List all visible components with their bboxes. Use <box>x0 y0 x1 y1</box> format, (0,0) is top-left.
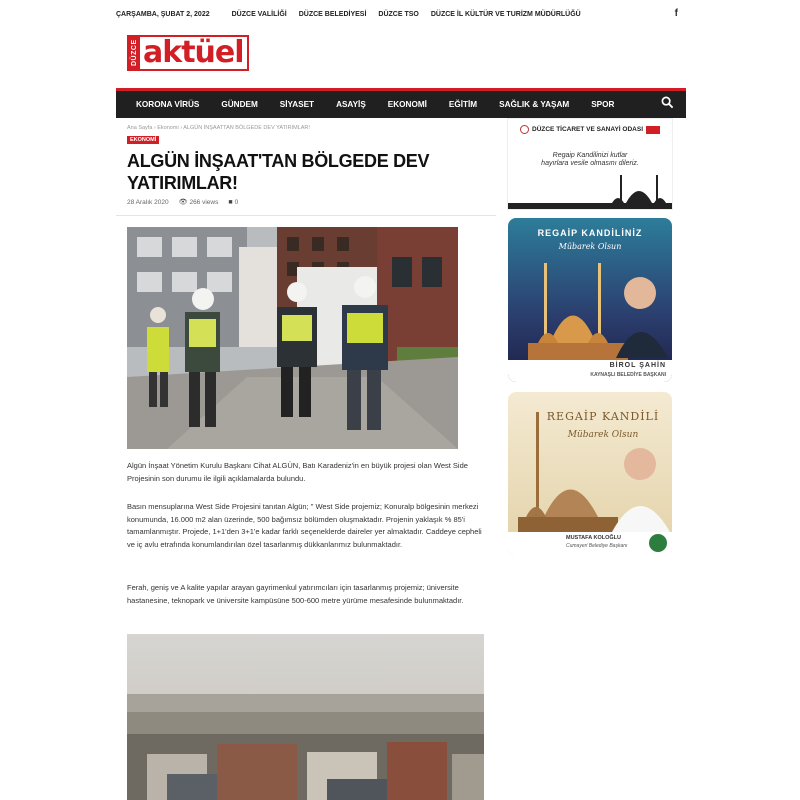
header-divider <box>116 215 496 216</box>
nav-item-spor[interactable]: SPOR <box>591 100 615 109</box>
nav-item-asayis[interactable]: ASAYİŞ <box>336 100 366 109</box>
ad2-subtitle: Mübarek Olsun <box>558 242 622 251</box>
workers-photo-image <box>127 227 458 449</box>
ad3-role: Cumayeri Belediye Başkanı <box>566 543 628 549</box>
top-link-tso[interactable]: DÜZCE TSO <box>378 10 419 18</box>
nav-item-saglik[interactable]: SAĞLIK & YAŞAM <box>499 100 570 109</box>
ad-duzce-tso[interactable] <box>507 118 673 210</box>
search-icon[interactable] <box>661 96 674 109</box>
ad2-role: KAYNAŞLI BELEDİYE BAŞKANI <box>590 372 666 378</box>
nav-item-ekonomi[interactable]: EKONOMİ <box>387 100 427 109</box>
article-date: 28 Aralık 2020 <box>127 198 169 206</box>
views-count <box>179 198 219 206</box>
article-title: ALGÜN İNŞAAT'TAN BÖLGEDE DEV YATIRIMLAR! <box>127 151 430 193</box>
nav-bar <box>116 91 686 118</box>
ad2-title: REGAİP KANDİLİNİZ <box>537 228 643 238</box>
nav-item-korona[interactable]: KORONA VİRÜS <box>136 100 200 109</box>
ad-tso-header-text: DÜZCE TİCARET VE SANAYİ ODASI <box>532 126 643 133</box>
ad3-subtitle: Mübarek Olsun <box>567 430 639 440</box>
ad-tso-line-1: Regaip Kandilinizi kutlar <box>552 152 628 159</box>
nav-item-siyaset[interactable]: SİYASET <box>279 100 315 109</box>
current-date: ÇARŞAMBA, ŞUBAT 2, 2022 <box>116 10 210 18</box>
comments-count[interactable] <box>228 199 238 206</box>
article-paragraph-2: Basın mensuplarına West Side Projesini tanıtan Algün; " West Side projemiz; Konuralp bölgesinin merkezi konumunda, 16.000 m2 alan üzerinde, 500 bağımsız bölümden oluşmaktadır. Projenin yaklaşık % 85'i tamamlanmıştır. Projede, 1+1'den 3+1'e kadar farklı seçeneklerde daireler yer almaktadır. Caddeye cepheli ve iç avlu etrafında konumlandırılan özel tasarlanmış dükkanlarımız bulunmaktadır. <box>127 502 482 549</box>
comment-icon: ■ <box>228 198 233 206</box>
ad-tso-line-2: hayırlara vesile olmasını dileriz. <box>541 160 639 167</box>
article-meta <box>127 198 238 206</box>
top-links <box>232 11 581 18</box>
breadcrumb[interactable]: Ana Sayfa › Ekonomi › ALGÜN İNŞAATTAN BÖLGEDE DEV YATIRIMLAR! <box>127 125 310 131</box>
article-paragraph-3: Ferah, geniş ve A kalite yapılar arayan gayrimenkul yatırımcıları için tasarlanmış projemiz; üniversite hastanesine, teknopark ve üniversite kampüsüne 500-600 metre yürüme mesafesinde bulunmaktadır. <box>127 583 464 605</box>
tso-logo-icon <box>520 125 529 134</box>
article-paragraph-1: Algün İnşaat Yönetim Kurulu Başkanı Cihat ALGÜN, Batı Karadeniz'in en büyük projesi olan West Side Projesinin son durumu ile ilgili açıklamalarda bulundu. <box>127 461 468 483</box>
views-text: 266 views <box>189 199 219 206</box>
category-badge[interactable]: EKONOMİ <box>127 136 159 144</box>
nav-item-gundem[interactable]: GÜNDEM <box>221 100 258 109</box>
top-link-valilik[interactable]: DÜZCE VALİLİĞİ <box>231 10 287 18</box>
logo-word: aktüel <box>143 35 244 70</box>
top-link-belediye[interactable]: DÜZCE BELEDİYESİ <box>298 10 367 18</box>
ad3-name: MUSTAFA KOLOĞLU <box>566 535 621 541</box>
ad-cumayeri-belediye[interactable] <box>508 392 672 556</box>
mosque-silhouette-icon <box>508 169 673 209</box>
article-photo-aerial <box>127 634 484 800</box>
article-photo-workers <box>127 227 458 449</box>
main-navigation <box>116 88 686 118</box>
facebook-icon[interactable]: f <box>674 8 678 19</box>
aerial-photo-image <box>127 634 484 800</box>
comments-text: 0 <box>234 198 239 206</box>
tso-badge-icon <box>646 126 660 134</box>
ad2-name: BİROL ŞAHİN <box>609 362 666 369</box>
site-logo[interactable] <box>127 35 249 71</box>
top-link-kultur-turizm[interactable]: DÜZCE İL KÜLTÜR VE TURİZM MÜDÜRLÜĞÜ <box>430 10 581 18</box>
ad3-title: REGAİP KANDİLİ <box>546 410 660 423</box>
eye-icon: 👁 <box>178 199 188 206</box>
logo-side-text: DÜZCE <box>129 37 140 69</box>
ad-tso-header <box>508 125 672 134</box>
top-bar <box>116 0 686 28</box>
ad-kaynasli-belediye[interactable] <box>508 218 672 382</box>
nav-item-egitim[interactable]: EĞİTİM <box>448 100 478 109</box>
